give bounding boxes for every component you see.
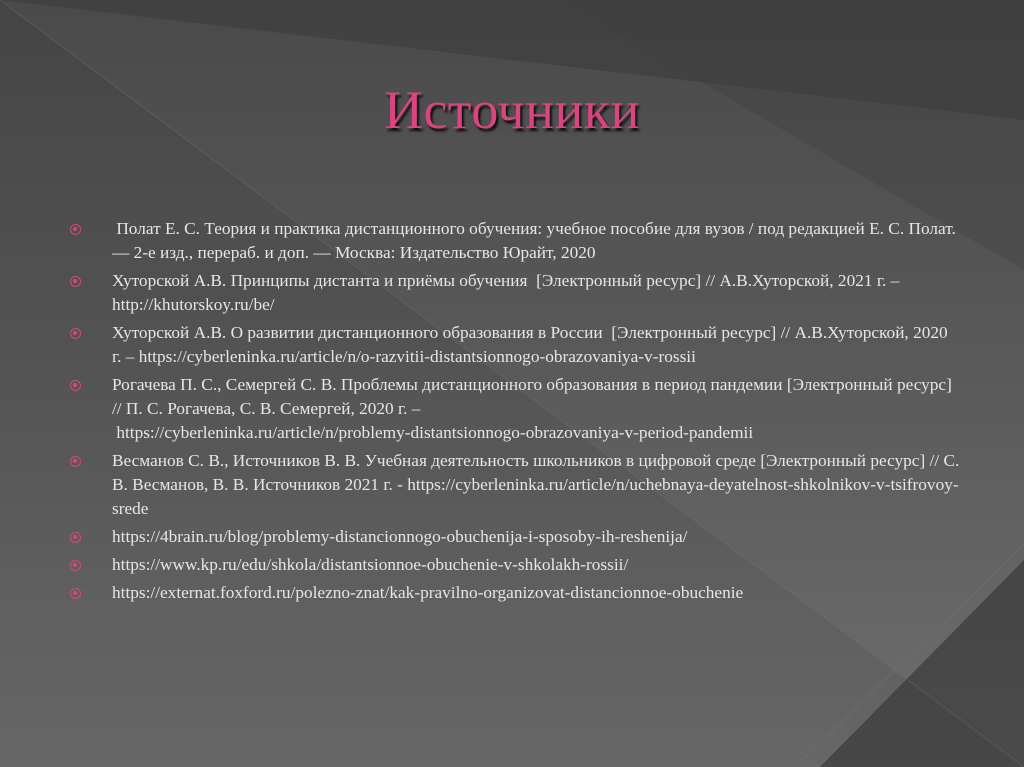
- reference-text: Весманов С. В., Источников В. В. Учебная деятельность школьников в цифровой среде [Электронный ресурс] // С. В. Весманов, В. В. Источников 2021 г. - https://cyberleninka.ru/article/n/uchebnaya-deyatelnost-shkolnikov-v-tsifrovoy-srede: [112, 451, 964, 518]
- reference-text: Полат Е. С. Теория и практика дистанционного обучения: учебное пособие для вузов / под редакцией Е. С. Полат. — 2-е изд., перераб. и доп. — Москва: Издательство Юрайт, 2020: [112, 219, 961, 262]
- reference-link[interactable]: https://externat.foxford.ru/polezno-znat/kak-pravilno-organizovat-distancionnoe-obuchenie: [112, 583, 744, 602]
- circle-bullet-icon: [70, 224, 81, 235]
- circle-bullet-icon: [70, 276, 81, 287]
- reference-link[interactable]: https://4brain.ru/blog/problemy-distancionnogo-obuchenija-i-sposoby-ih-reshenija/: [112, 527, 688, 546]
- reference-text: Хуторской А.В. Принципы дистанта и приёмы обучения [Электронный ресурс] // А.В.Хуторской, 2021 г. – http://khutorskoy.ru/be/: [112, 271, 904, 314]
- circle-bullet-icon: [70, 380, 81, 391]
- reference-item: [70, 321, 960, 369]
- slide-title: Источники: [383, 80, 641, 140]
- reference-link-item: [70, 553, 960, 577]
- reference-item: [70, 269, 960, 317]
- reference-text: Рогачева П. С., Семергей С. В. Проблемы дистанционного образования в период пандемии [Электронный ресурс] // П. С. Рогачева, С. В. Семергей, 2020 г. – https://cyberleninka.ru/article/n/problemy-distantsionnogo-obrazovaniya-v-period-pandemii: [112, 375, 952, 442]
- reference-link[interactable]: https://www.kp.ru/edu/shkola/distantsionnoe-obuchenie-v-shkolakh-rossii/: [112, 555, 629, 574]
- circle-bullet-icon: [70, 456, 81, 467]
- circle-bullet-icon: [70, 560, 81, 571]
- references-list: [70, 217, 964, 609]
- circle-bullet-icon: [70, 532, 81, 543]
- reference-link-item: [70, 581, 960, 605]
- reference-item: [70, 217, 960, 265]
- reference-item: [70, 449, 964, 521]
- reference-item: [70, 373, 960, 445]
- circle-bullet-icon: [70, 588, 81, 599]
- circle-bullet-icon: [70, 328, 81, 339]
- reference-link-item: [70, 525, 960, 549]
- reference-text: Хуторской А.В. О развитии дистанционного образования в России [Электронный ресурс] // А.В.Хуторской, 2020 г. – https://cyberleninka.ru/article/n/o-razvitii-distantsionnogo-obrazovaniya-v-rossii: [112, 323, 952, 366]
